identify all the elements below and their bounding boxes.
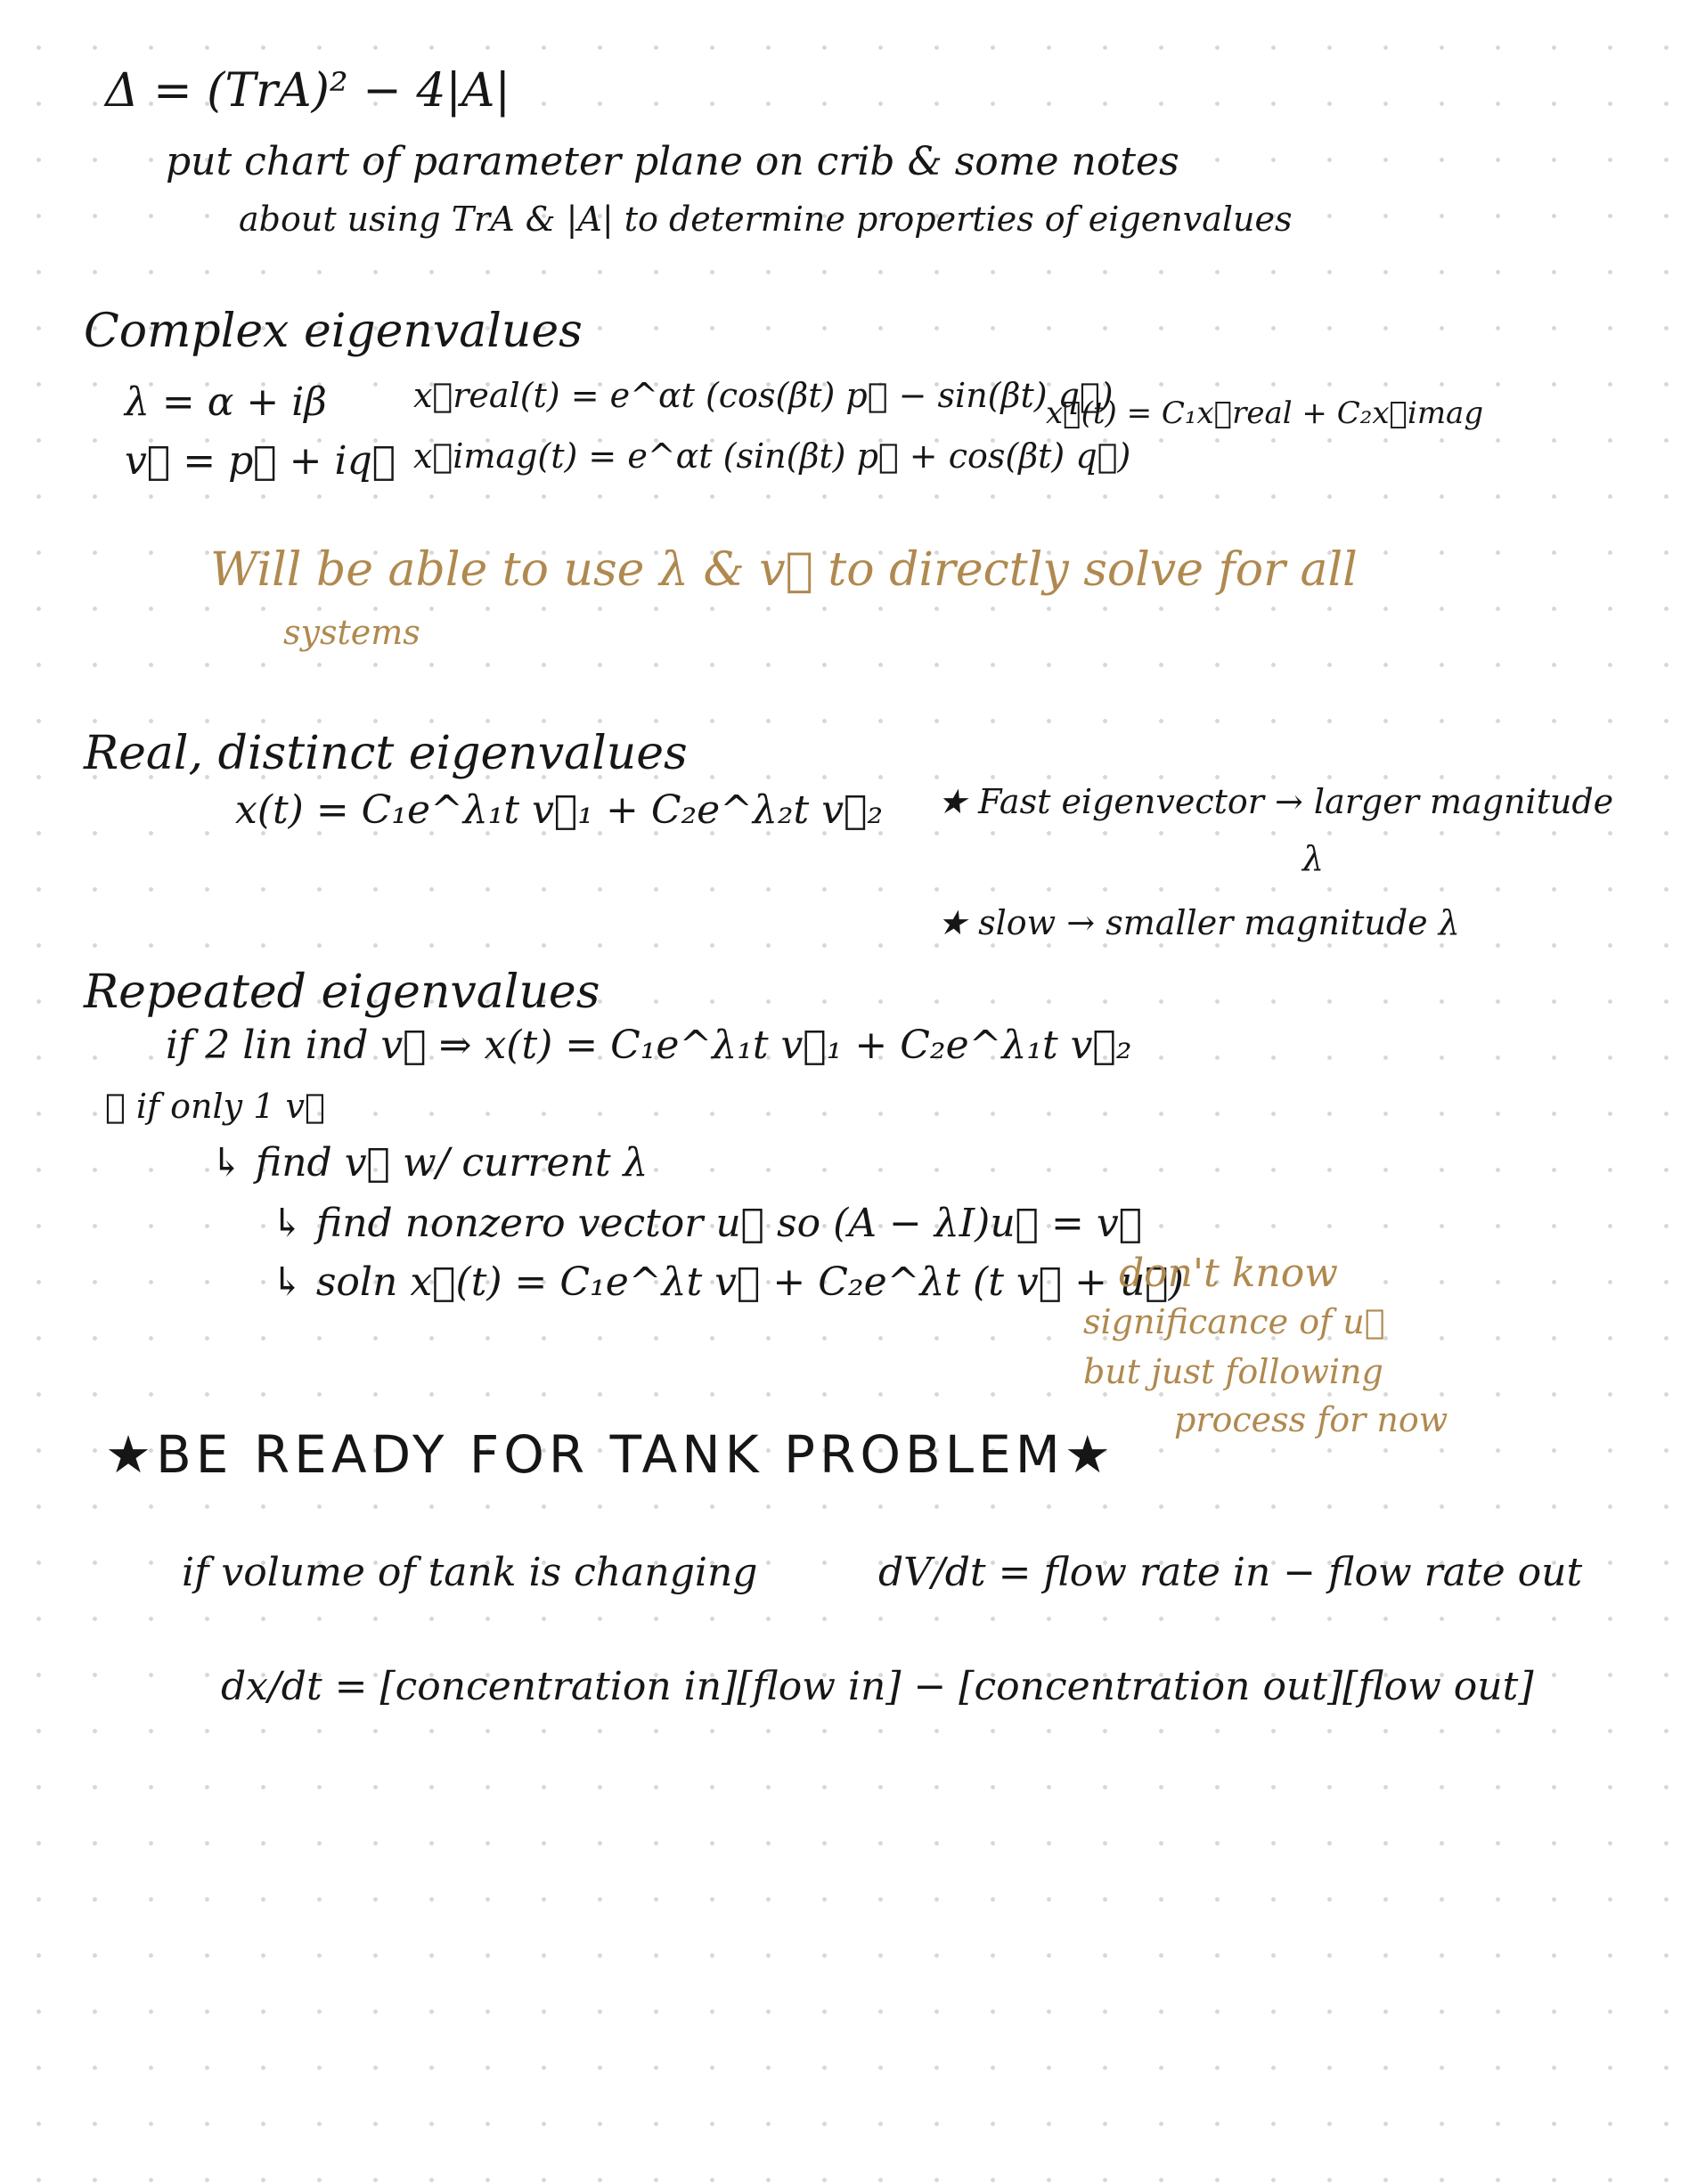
repeated-step-find-v: ↳ find v⃗ w/ current λ (210, 1140, 649, 1186)
gold-side-note-line1: don't know (1119, 1251, 1338, 1296)
tank-volume-formula: dV/dt = flow rate in − flow rate out (878, 1550, 1583, 1595)
crib-note-line1: put chart of parameter plane on crib & some notes (166, 139, 1179, 184)
gold-note-line1: Will be able to use λ & v⃗ to directly solve for all (210, 543, 1358, 597)
repeated-case-one-vector: ★ if only 1 v⃗ (105, 1087, 325, 1126)
slow-eigenvector-note: ★ slow → smaller magnitude λ (937, 903, 1460, 942)
complex-lambda: λ = α + iβ (125, 379, 327, 425)
gold-side-note-line3: but just following (1083, 1352, 1383, 1391)
repeated-case-two-vectors: if 2 lin ind v⃗ ⇒ x(t) = C₁e^λ₁t v⃗₁ + C₂e^λ₁t v⃗₂ (166, 1023, 1132, 1068)
gold-note-line2: systems (283, 613, 420, 652)
discriminant-formula: Δ = (TrA)² − 4|A| (105, 64, 510, 118)
real-distinct-heading: Real, distinct eigenvalues (84, 727, 688, 780)
repeated-step-find-u: ↳ find nonzero vector u⃗ so (A − λI)u⃗ = v⃗ (271, 1201, 1143, 1246)
tank-concentration-formula: dx/dt = [concentration in][flow in] − [concentration out][flow out] (221, 1664, 1534, 1709)
tank-volume-prefix: if volume of tank is changing (182, 1550, 758, 1595)
gold-side-note-line4: process for now (1174, 1400, 1448, 1439)
repeated-heading: Repeated eigenvalues (84, 966, 600, 1019)
complex-heading: Complex eigenvalues (84, 305, 583, 358)
fast-eigenvector-note: ★ Fast eigenvector → larger magnitude (937, 782, 1614, 821)
complex-x-real: x⃗real(t) = e^αt (cos(βt) p⃗ − sin(βt) q⃗) (413, 376, 1114, 415)
tank-problem-banner: ★BE READY FOR TANK PROBLEM★ (105, 1424, 1115, 1485)
complex-general-solution: x⃗(t) = C₁x⃗real + C₂x⃗imag (1046, 395, 1484, 431)
gold-side-note-line2: significance of u⃗ (1083, 1302, 1385, 1341)
complex-x-imag: x⃗imag(t) = e^αt (sin(βt) p⃗ + cos(βt) q⃗) (413, 436, 1131, 476)
fast-eigenvector-lambda: λ (1302, 839, 1325, 878)
real-distinct-formula: x(t) = C₁e^λ₁t v⃗₁ + C₂e^λ₂t v⃗₂ (235, 787, 884, 833)
repeated-step-solution: ↳ soln x⃗(t) = C₁e^λt v⃗ + C₂e^λt (t v⃗ + u⃗) (271, 1259, 1184, 1305)
crib-note-line2: about using TrA & |A| to determine properties of eigenvalues (239, 200, 1293, 239)
complex-v: v⃗ = p⃗ + iq⃗ (125, 438, 396, 484)
